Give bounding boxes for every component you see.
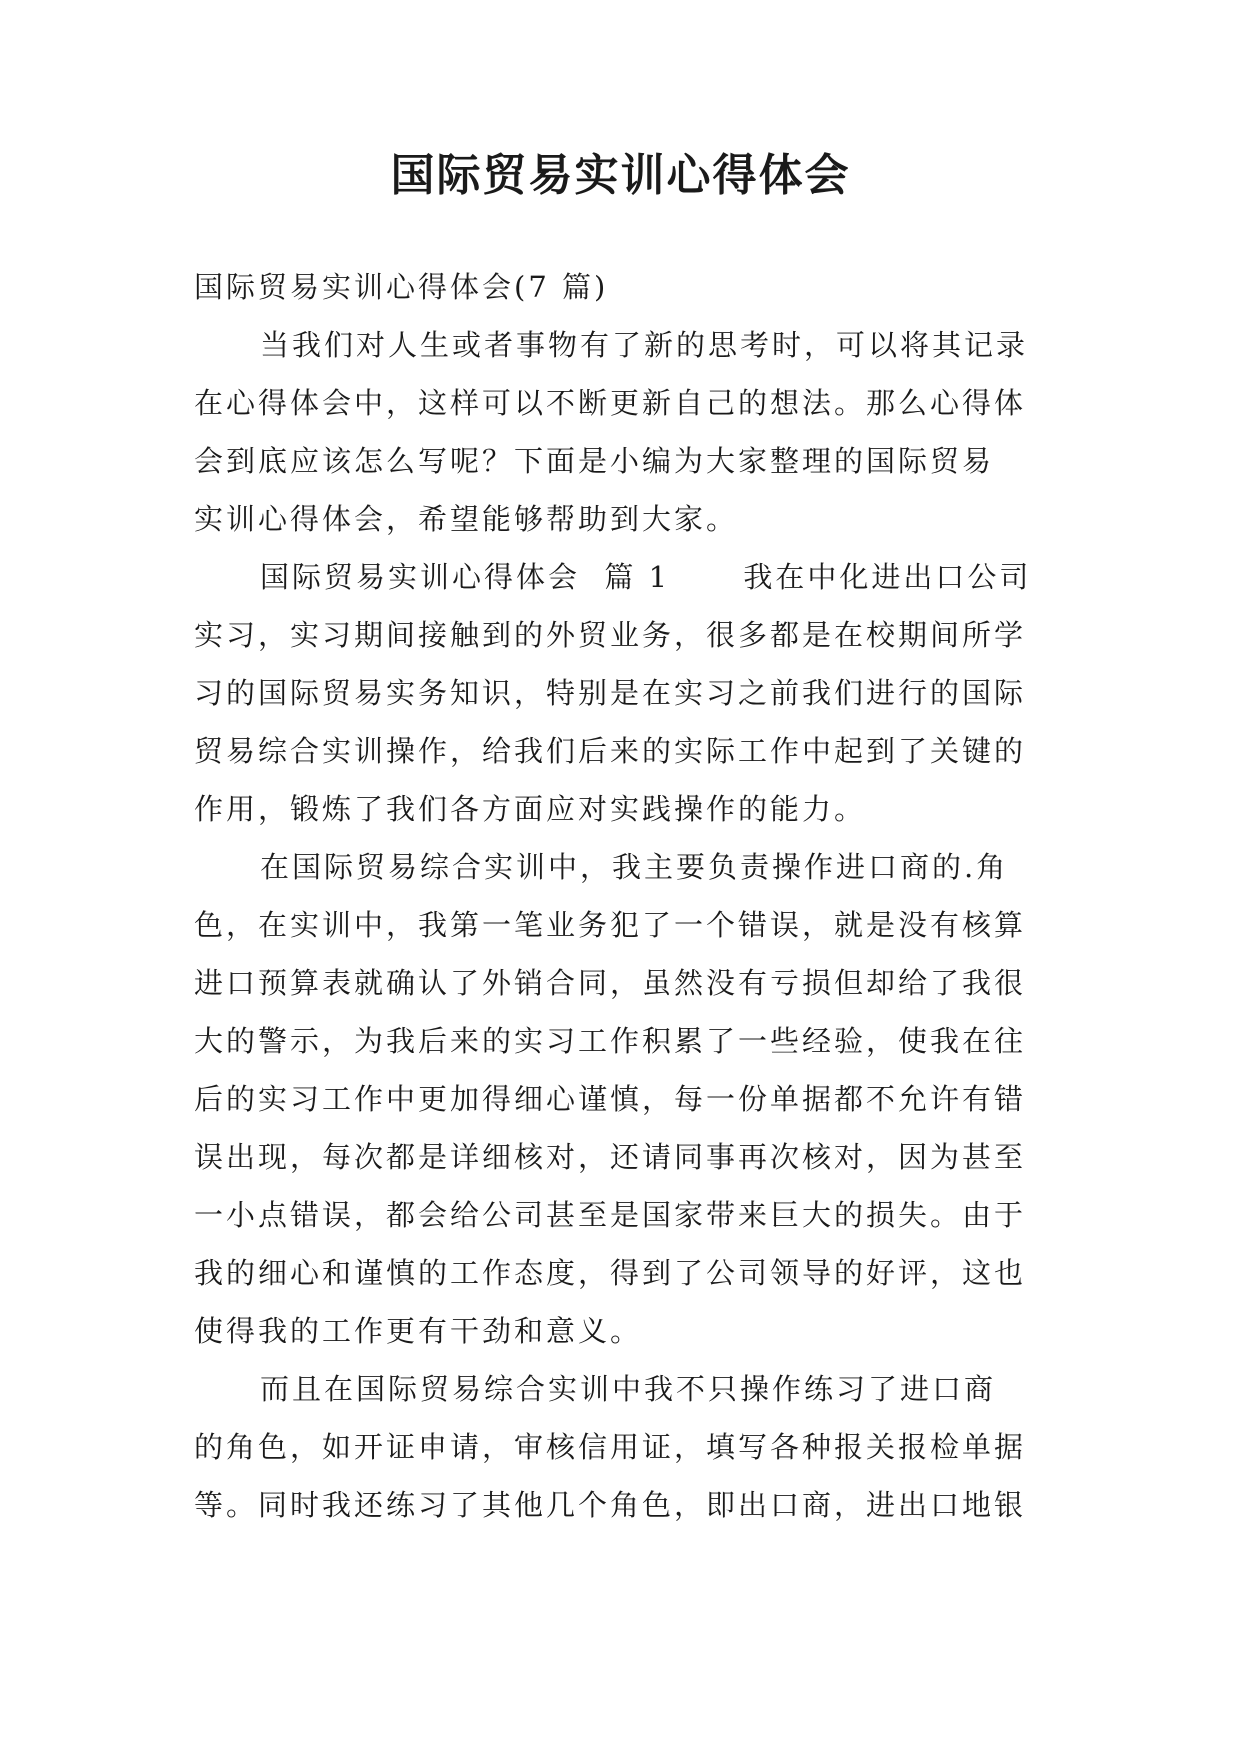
paragraph-line: 我的细心和谨慎的工作态度，得到了公司领导的好评，这也 (194, 1256, 1027, 1290)
document-body (194, 258, 1052, 1534)
paragraph-line: 贸易综合实训操作，给我们后来的实际工作中起到了关键的 (194, 734, 1027, 768)
paragraph-line: 进口预算表就确认了外销合同，虽然没有亏损但却给了我很 (194, 966, 1027, 1000)
paragraph-line: 等。同时我还练习了其他几个角色，即出口商，进出口地银 (194, 1488, 1027, 1522)
subtitle-line: 国际贸易实训心得体会(7 篇) (194, 270, 609, 304)
paragraph-line: 在国际贸易综合实训中，我主要负责操作进口商的.角 (260, 850, 1009, 884)
paragraph-line: 会到底应该怎么写呢？下面是小编为大家整理的国际贸易 (194, 444, 995, 478)
paragraph-line: 习的国际贸易实务知识，特别是在实习之前我们进行的国际 (194, 676, 1027, 710)
section-heading-line: 国际贸易实训心得体会 篇 1 我在中化进出口公司 (260, 560, 1032, 594)
paragraph-line: 作用，锻炼了我们各方面应对实践操作的能力。 (194, 792, 867, 826)
paragraph-line: 误出现，每次都是详细核对，还请同事再次核对，因为甚至 (194, 1140, 1027, 1174)
paragraph-line: 当我们对人生或者事物有了新的思考时，可以将其记录 (260, 328, 1029, 362)
paragraph-line: 使得我的工作更有干劲和意义。 (194, 1314, 643, 1348)
paragraph-line: 大的警示，为我后来的实习工作积累了一些经验，使我在往 (194, 1024, 1027, 1058)
paragraph-line: 实习，实习期间接触到的外贸业务，很多都是在校期间所学 (194, 618, 1027, 652)
paragraph-line: 一小点错误，都会给公司甚至是国家带来巨大的损失。由于 (194, 1198, 1027, 1232)
paragraph-line: 的角色，如开证申请，审核信用证，填写各种报关报检单据 (194, 1430, 1027, 1464)
paragraph-line: 色，在实训中，我第一笔业务犯了一个错误，就是没有核算 (194, 908, 1027, 942)
document-title: 国际贸易实训心得体会 (390, 150, 851, 201)
paragraph-line: 实训心得体会，希望能够帮助到大家。 (194, 502, 739, 536)
paragraph-line: 后的实习工作中更加得细心谨慎，每一份单据都不允许有错 (194, 1082, 1027, 1116)
paragraph-line: 而且在国际贸易综合实训中我不只操作练习了进口商 (260, 1372, 997, 1406)
paragraph-line: 在心得体会中，这样可以不断更新自己的想法。那么心得体 (194, 386, 1027, 420)
